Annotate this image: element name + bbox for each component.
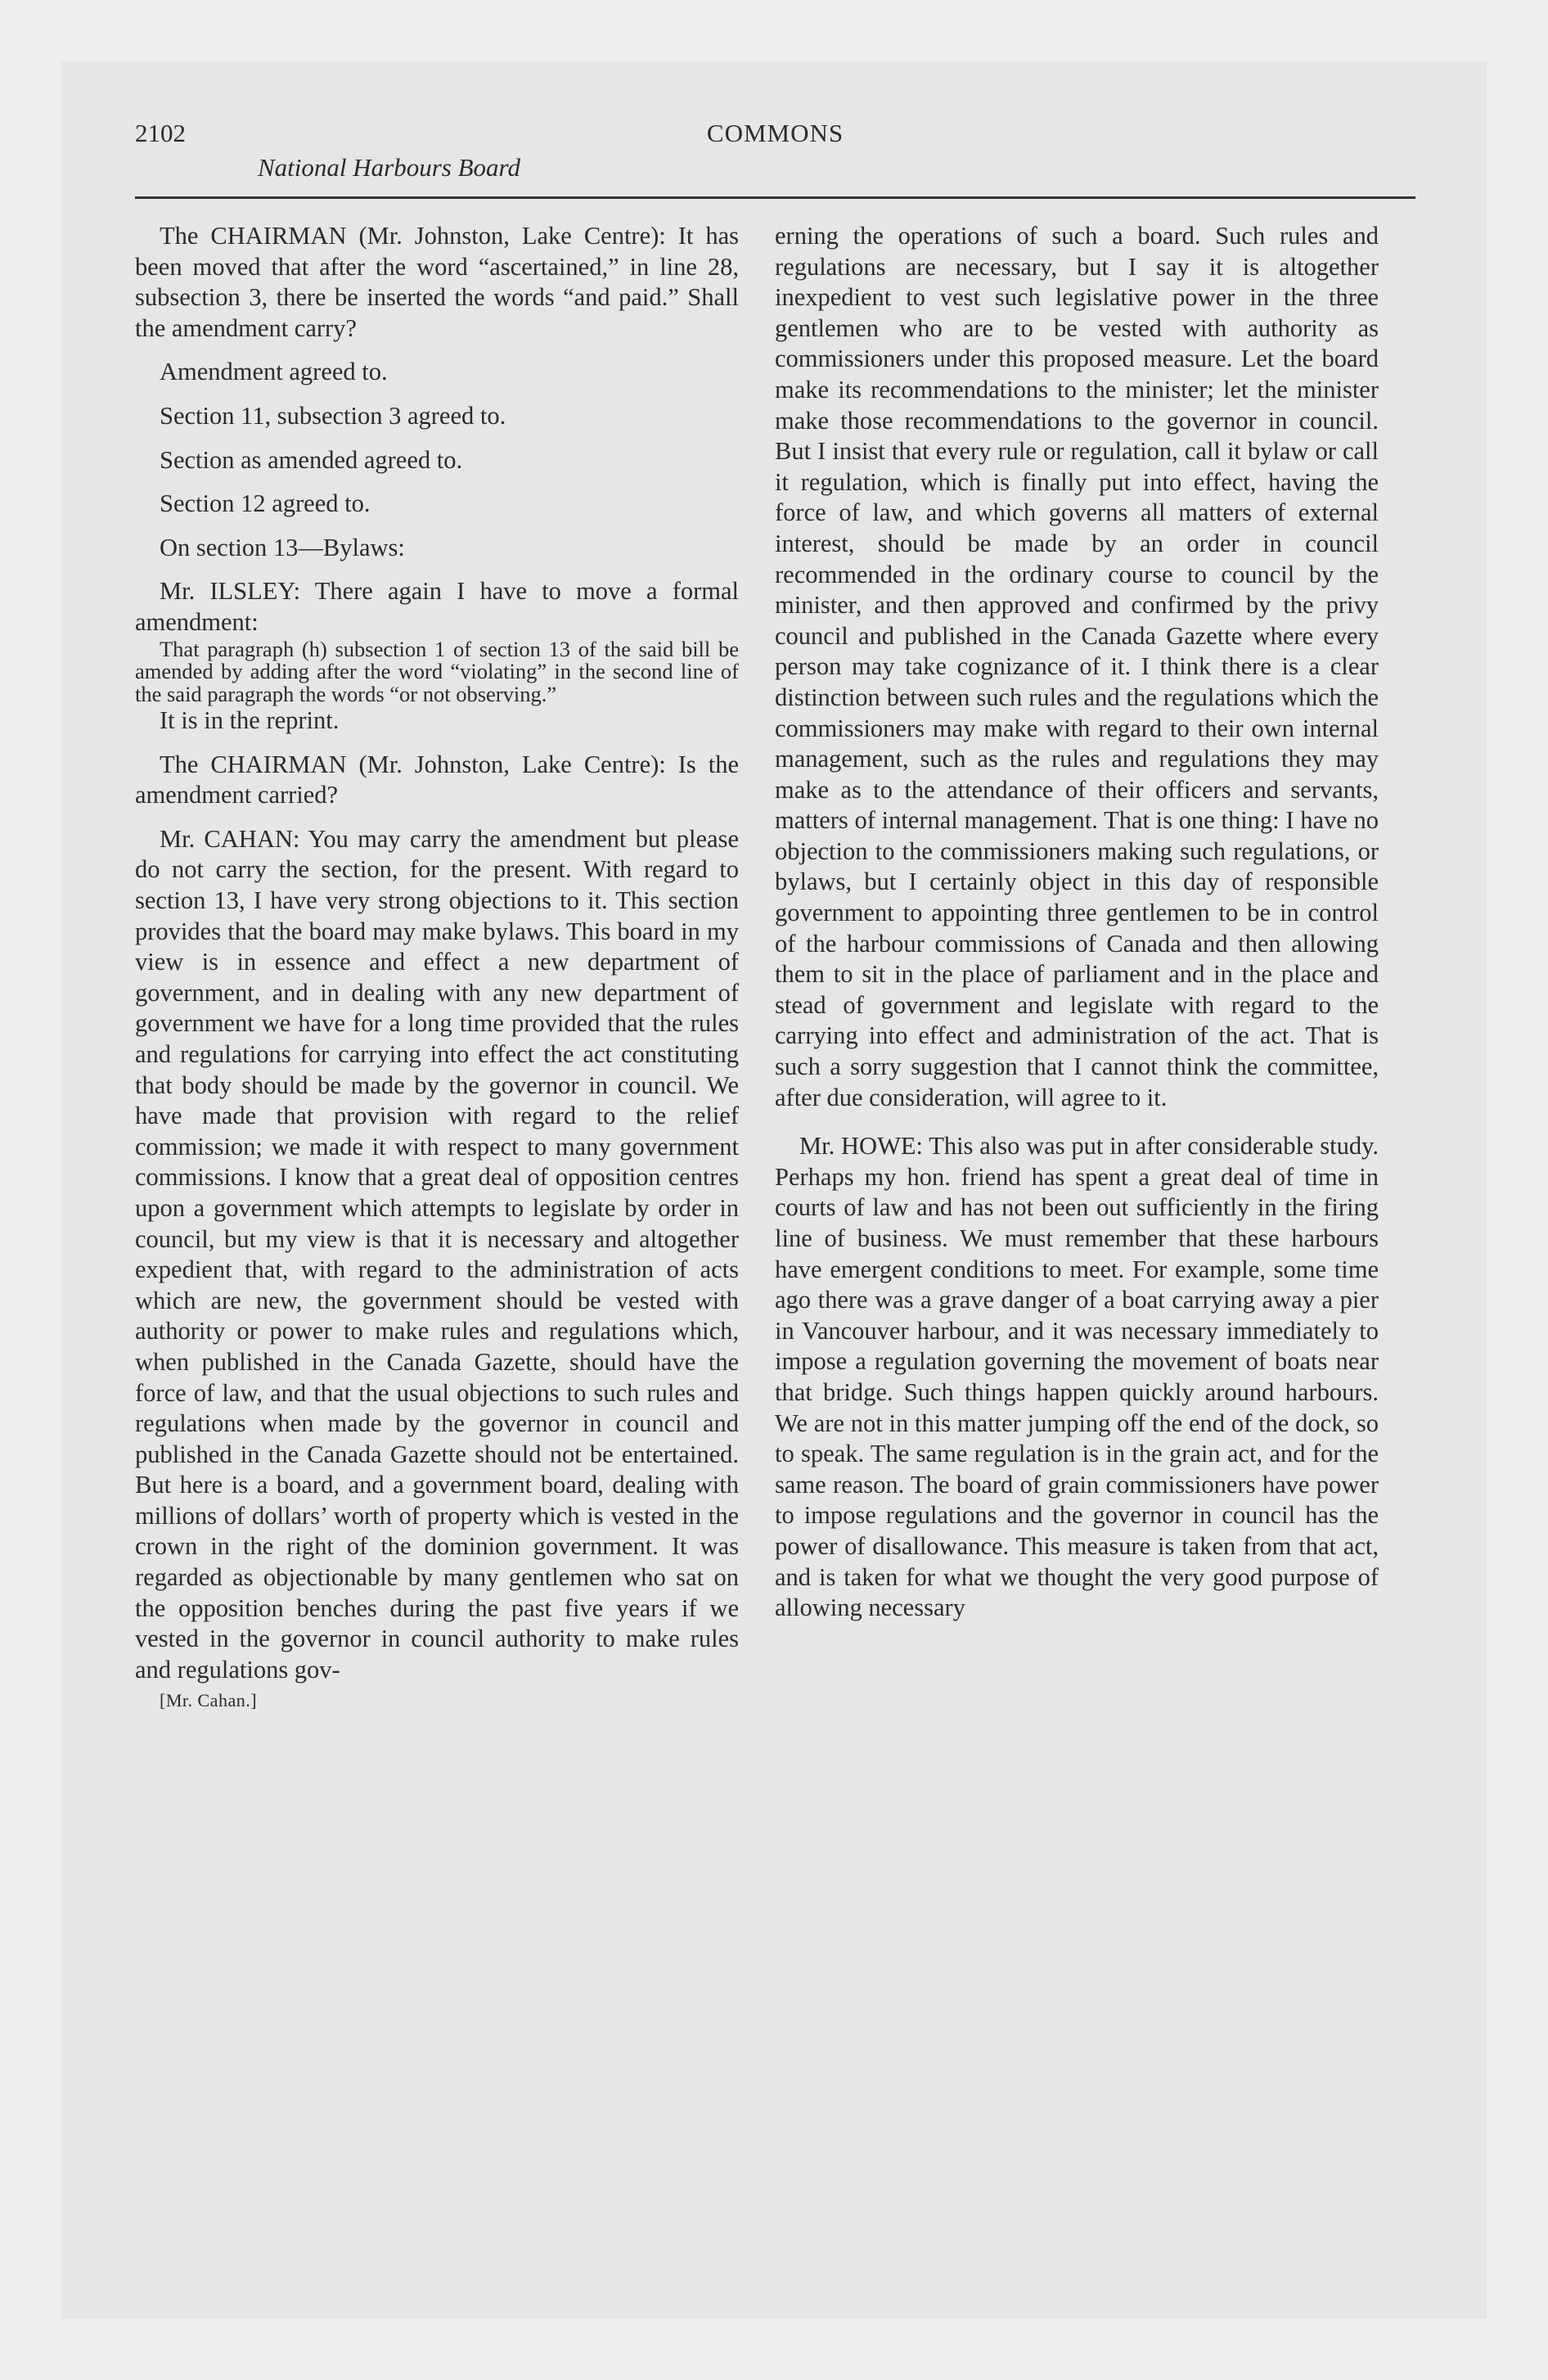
paragraph: erning the operations of such a board. Such rules and regulations are necessary, but I say it is altogether inexpedient to vest such legislative power in the three gentlemen who are to be vested with authority as commissioners under this proposed measure. Let the board make its recommendations to the minister; let the minister make those recommendations to the governor in council. But I insist that every rule or regulation, call it bylaw or call it regulation, which is finally put into effect, having the force of law, and which governs all matters of external interest, should be made by an order in council recommended in the ordinary course to council by the minister, and then approved and confirmed by the privy council and published in the Canada Gazette where every person may take cognizance of it. I think there is a clear distinction between such rules and the regulations which the commissioners may make with regard to their own internal management, such as the rules and regulations they may make as to the attendance of their officers and servants, matters of internal management. That is one thing: I have no objection to the commissioners making such regulations, or bylaws, but I certainly object in this day of responsible government to appointing three gentlemen to be in control of the harbour commissions of Canada and then allowing them to sit in the place of parliament and in the place and stead of government and legislate with regard to the carrying into effect and administration of the act. That is such a sorry suggestion that I cannot think the committee, after due consideration, will agree to it. — [775, 222, 1379, 1111]
paragraph: Amendment agreed to. — [160, 358, 388, 386]
paragraph: It is in the reprint. — [160, 706, 340, 735]
document-page — [61, 61, 1487, 2319]
paragraph: Mr. ILSLEY: There again I have to move a formal amendment: — [135, 577, 739, 636]
paragraph: The CHAIRMAN (Mr. Johnston, Lake Centre): Is the amendment carried? — [135, 750, 739, 809]
speaker-footnote: [Mr. Cahan.] — [160, 1690, 258, 1711]
page-number: 2102 — [135, 119, 186, 147]
paragraph: Section 12 agreed to. — [160, 489, 371, 518]
paragraph: On section 13—Bylaws: — [160, 533, 405, 561]
quoted-amendment: That paragraph (h) subsection 1 of section 13 of the said bill be amended by adding after the word “violating” in the second line of the said paragraph the words “or not observing.” — [135, 636, 739, 706]
paragraph: Mr. HOWE: This also was put in after considerable study. Perhaps my hon. friend has spent a great deal of time in courts of law and has not been out sufficiently in the firing line of business. We must remember that these harbours have emergent conditions to meet. For example, some time ago there was a grave danger of a boat carrying away a pier in Vancouver harbour, and it was necessary immediately to impose a regulation governing the movement of boats near that bridge. Such things happen quickly around harbours. We are not in this matter jumping off the end of the dock, so to speak. The same regulation is in the grain act, and for the same reason. The board of grain commissioners have power to impose regulations and the governor in council has the power of disallowance. This measure is taken from that act, and is taken for what we thought the very good purpose of allowing necessary — [775, 1132, 1379, 1622]
paragraph: Section as amended agreed to. — [160, 445, 463, 474]
right-column — [775, 221, 1379, 1624]
running-head-title: COMMONS — [706, 119, 844, 147]
page-header — [135, 119, 1415, 201]
left-column — [135, 221, 739, 1716]
paragraph: Section 11, subsection 3 agreed to. — [160, 401, 506, 430]
header-rule — [135, 196, 1415, 199]
running-head-subtitle: National Harbours Board — [258, 153, 520, 182]
paragraph: The CHAIRMAN (Mr. Johnston, Lake Centre): It has been moved that after the word “ascertained,” in line 28, subsection 3, there be inserted the words “and paid.” Shall the amendment carry? — [135, 222, 739, 342]
paragraph: Mr. CAHAN: You may carry the amendment but please do not carry the section, for the present. With regard to section 13, I have very strong objections to it. This section provides that the board may make bylaws. This board in my view is in essence and effect a new department of government, and in dealing with any new department of government we have for a long time provided that the rules and regulations for carrying into effect the act constituting that body should be made by the governor in council. We have made that provision with regard to the relief commission; we made it with respect to many government commissions. I know that a great deal of opposition centres upon a government which attempts to legislate by order in council, but my view is that it is necessary and altogether expedient that, with regard to the administration of acts which are new, the government should be vested with authority or power to make rules and regulations which, when published in the Canada Gazette, should have the force of law, and that the usual objections to such rules and regulations when made by the governor in council and published in the Canada Gazette should not be entertained. But here is a board, and a government board, dealing with millions of dollars’ worth of property which is vested in the crown in the right of the dominion government. It was regarded as objectionable by many gentlemen who sat on the opposition benches during the past five years if we vested in the governor in council authority to make rules and regulations gov- — [135, 824, 739, 1684]
